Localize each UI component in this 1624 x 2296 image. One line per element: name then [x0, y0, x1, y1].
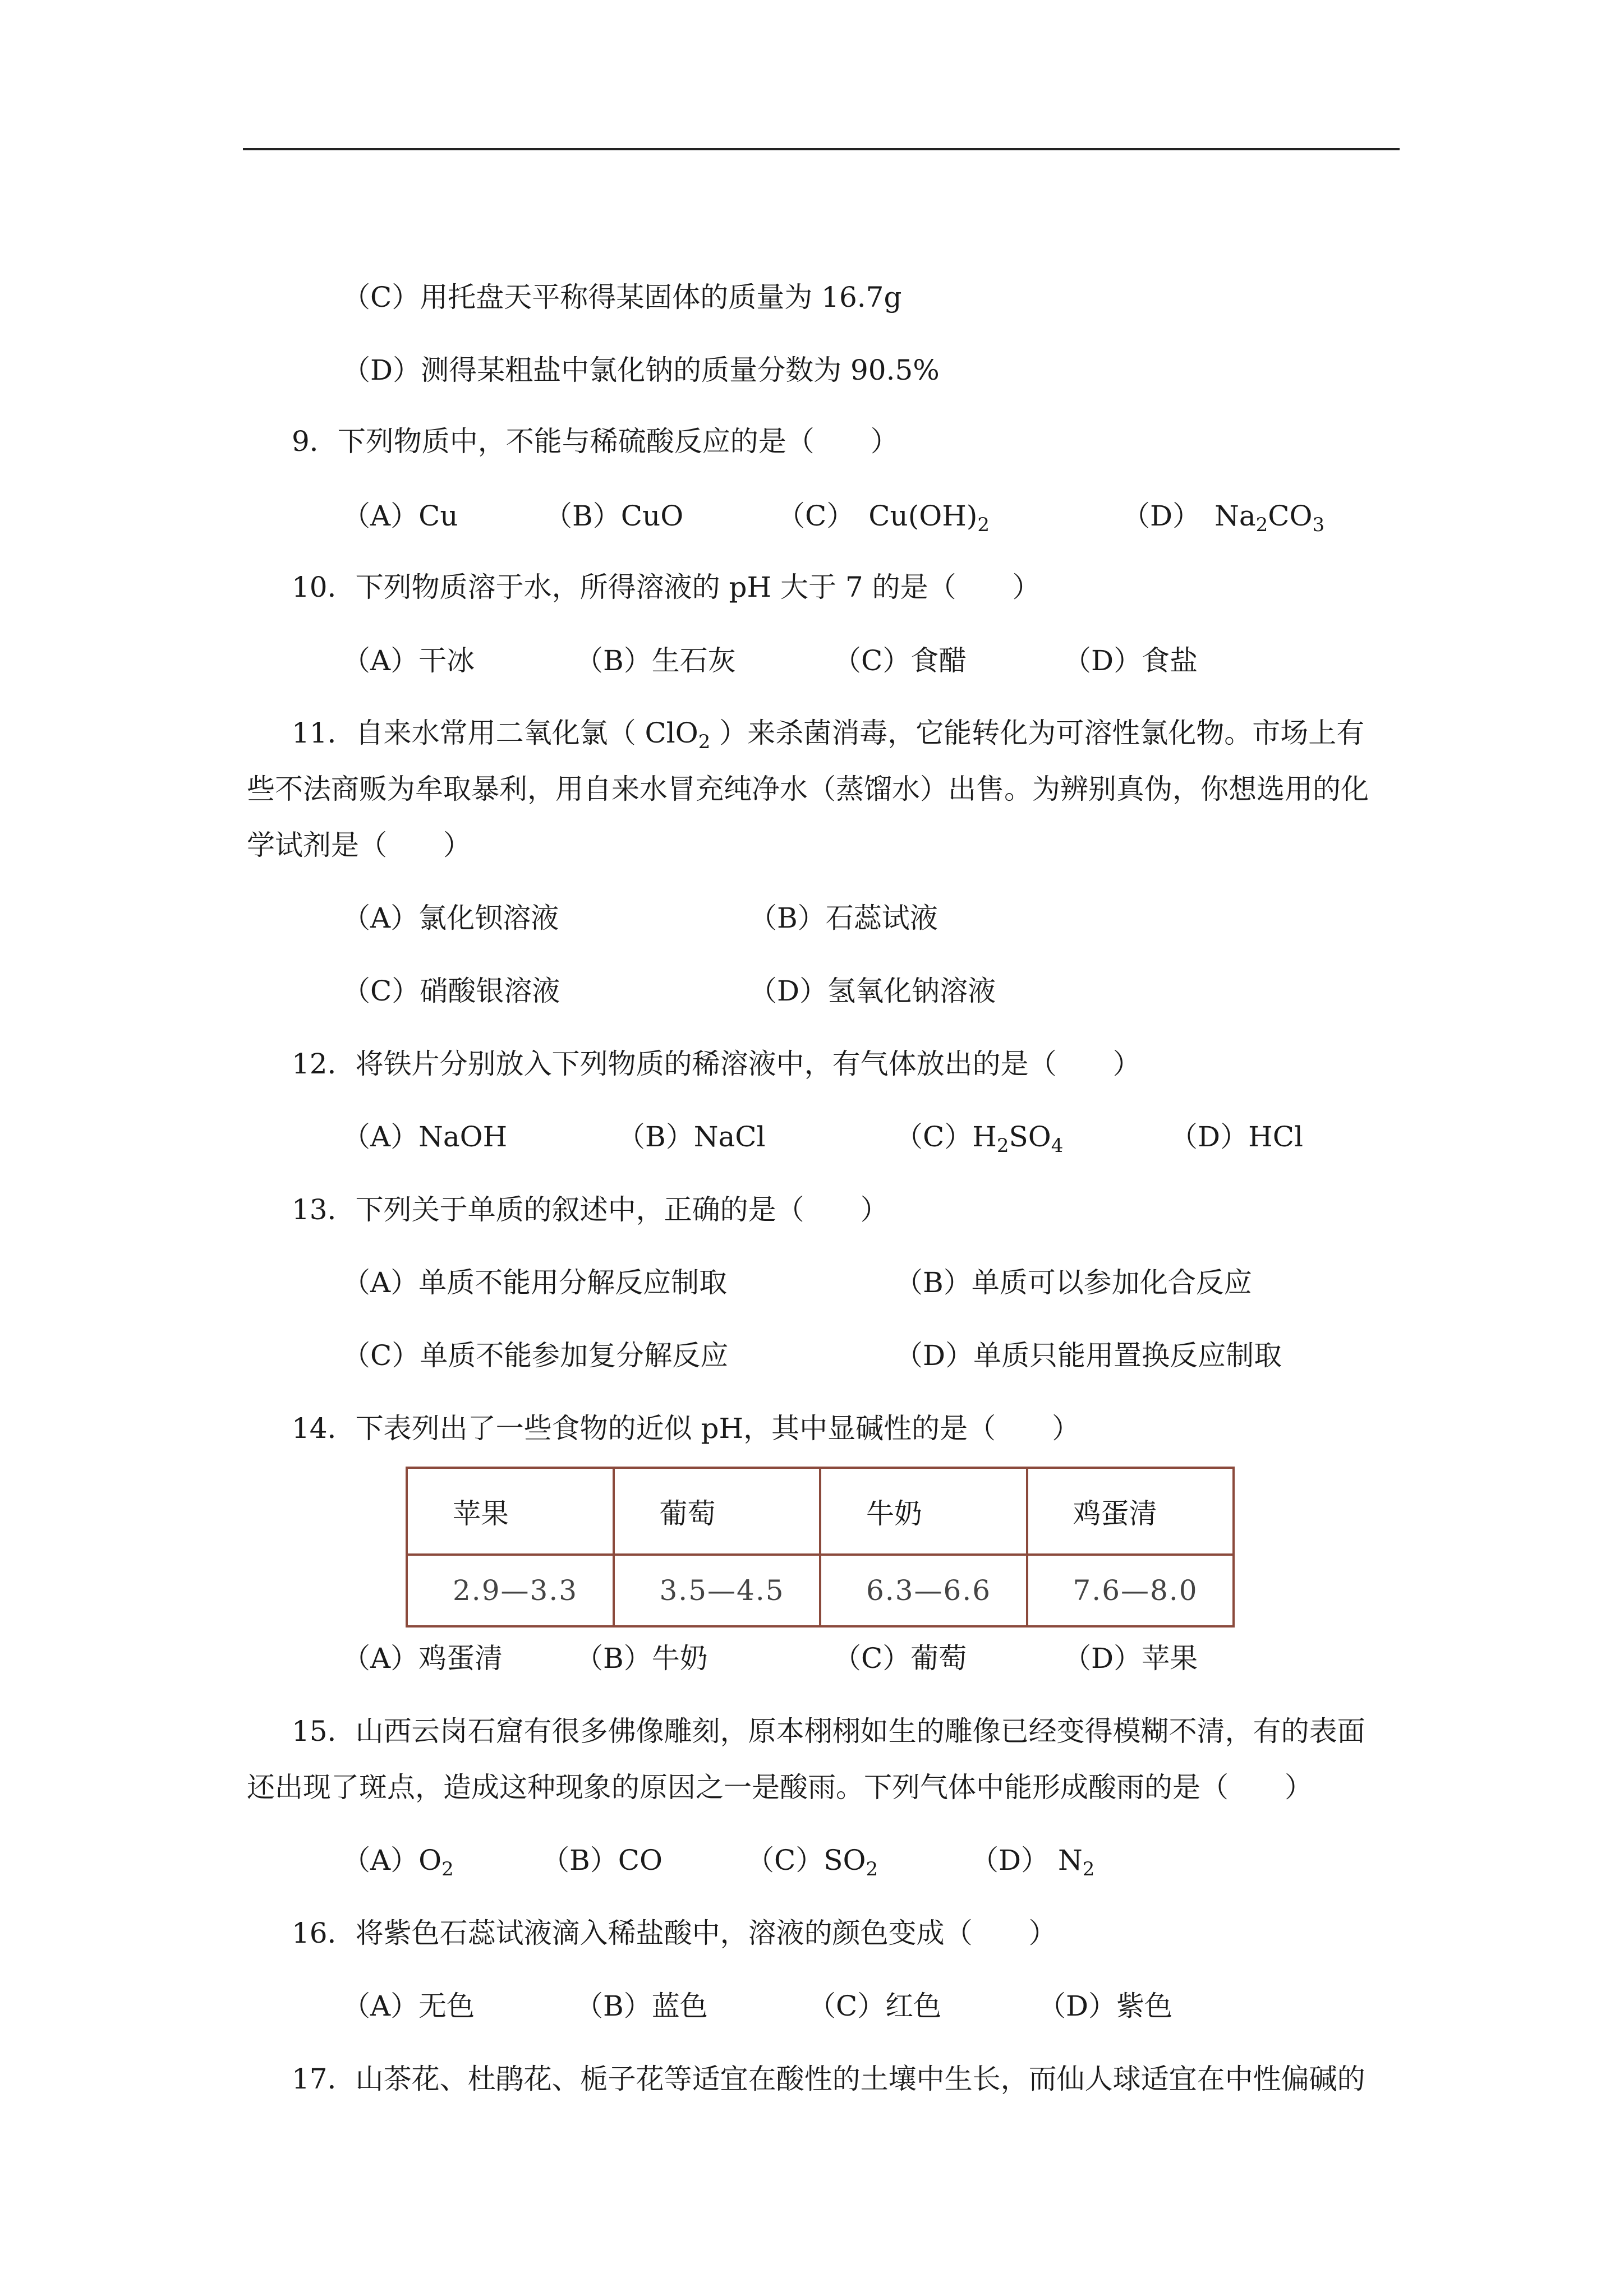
q13-option-a: （A）单质不能用分解反应制取 — [342, 1266, 728, 1299]
q16-option-c: （C）红色 — [808, 1990, 942, 2022]
q14-stem: 14．下表列出了一些食物的近似 pH，其中显碱性的是（ ） — [292, 1412, 1080, 1445]
q14-option-c: （C）葡萄 — [833, 1642, 967, 1675]
table-header-cell: 牛奶 — [820, 1468, 1027, 1555]
q9-option-c: （C） $Cu(OH)_2$ — [777, 500, 990, 536]
q15-stem-line1: 15．山西云岗石窟有很多佛像雕刻，原本栩栩如生的雕像已经变得模糊不清，有的表面 — [292, 1715, 1365, 1748]
q13-option-c: （C）单质不能参加复分解反应 — [342, 1339, 729, 1372]
table-header-cell: 鸡蛋清 — [1027, 1468, 1234, 1555]
q11-option-a: （A）氯化钡溶液 — [342, 902, 559, 934]
table-value-cell: 3.5—4.5 — [614, 1555, 821, 1626]
q11-stem-line2: 些不法商贩为牟取暴利，用自来水冒充纯净水（蒸馏水）出售。为辨别真伪，你想选用的化 — [247, 773, 1369, 805]
q14-option-a: （A）鸡蛋清 — [342, 1642, 503, 1675]
q8-option-d: （D）测得某粗盐中氯化钠的质量分数为 90.5% — [342, 354, 940, 386]
q8-option-c: （C）用托盘天平称得某固体的质量为 16.7g — [342, 281, 902, 313]
q15-stem-line2: 还出现了斑点，造成这种现象的原因之一是酸雨。下列气体中能形成酸雨的是（ ） — [247, 1771, 1313, 1804]
q13-option-d: （D）单质只能用置换反应制取 — [895, 1339, 1282, 1372]
q13-option-b: （B）单质可以参加化合反应 — [895, 1266, 1252, 1299]
table-header-cell: 葡萄 — [614, 1468, 821, 1555]
q15-option-d: （D） $N_2$ — [970, 1844, 1095, 1880]
q9-stem: 9．下列物质中，不能与稀硫酸反应的是（ ） — [292, 425, 899, 458]
q15-option-a: $(A)O_2$ — [342, 1844, 454, 1880]
table-value-cell: 7.6—8.0 — [1027, 1555, 1234, 1626]
q14-option-d: （D）苹果 — [1063, 1642, 1198, 1675]
q17-stem-line1: 17．山茶花、杜鹃花、栀子花等适宜在酸性的土壤中生长，而仙人球适宜在中性偏碱的 — [292, 2063, 1365, 2095]
q14-option-b: （B）牛奶 — [575, 1642, 708, 1675]
q12-stem: 12．将铁片分别放入下列物质的稀溶液中，有气体放出的是（ ） — [292, 1048, 1141, 1080]
table-value-cell: 6.3—6.6 — [820, 1555, 1027, 1626]
q10-option-d: （D）食盐 — [1063, 644, 1198, 677]
q11-stem-line3: 学试剂是（ ） — [247, 829, 471, 861]
table-header-cell: 苹果 — [407, 1468, 614, 1555]
q10-option-a: （A）干冰 — [342, 644, 475, 677]
q11-option-b: （B）石蕊试液 — [749, 902, 938, 934]
q16-option-b: （B）蓝色 — [575, 1990, 708, 2022]
q11-option-d: （D）氢氧化钠溶液 — [749, 975, 996, 1007]
q9-option-a: （A）Cu — [342, 500, 458, 532]
q12-option-d: （D）HCl — [1170, 1121, 1303, 1153]
header-rule — [243, 148, 1400, 150]
q15-option-c: $(C)SO_2$ — [746, 1844, 878, 1880]
q16-stem: 16．将紫色石蕊试液滴入稀盐酸中，溶液的颜色变成（ ） — [292, 1917, 1057, 1949]
food-ph-table-value-row — [407, 1555, 1234, 1626]
q9-option-d: （D） $Na_2CO_3$ — [1122, 500, 1325, 536]
q15-option-b: （B）CO — [541, 1844, 663, 1877]
q16-option-a: （A）无色 — [342, 1990, 475, 2022]
q12-option-b: （B）NaCl — [617, 1121, 766, 1153]
q11-option-c: （C）硝酸银溶液 — [342, 975, 560, 1007]
q11-stem-line1: 11．自来水常用二氧化氯（ ClO$_2$ ）来杀菌消毒，它能转化为可溶性氯化物。市场上有 — [292, 717, 1365, 753]
food-ph-table — [406, 1467, 1235, 1628]
q12-option-a: （A）NaOH — [342, 1121, 508, 1153]
food-ph-table-header-row — [407, 1468, 1234, 1555]
q10-stem: 10．下列物质溶于水，所得溶液的 pH 大于 7 的是（ ） — [292, 571, 1041, 603]
q9-option-b: （B）CuO — [544, 500, 684, 532]
table-value-cell: 2.9—3.3 — [407, 1555, 614, 1626]
q16-option-d: （D）紫色 — [1038, 1990, 1173, 2022]
q12-option-c: $(C)H_2SO_4$ — [895, 1121, 1064, 1157]
q10-option-b: （B）生石灰 — [575, 644, 736, 677]
q10-option-c: （C）食醋 — [833, 644, 967, 677]
q13-stem: 13．下列关于单质的叙述中，正确的是（ ） — [292, 1193, 889, 1226]
